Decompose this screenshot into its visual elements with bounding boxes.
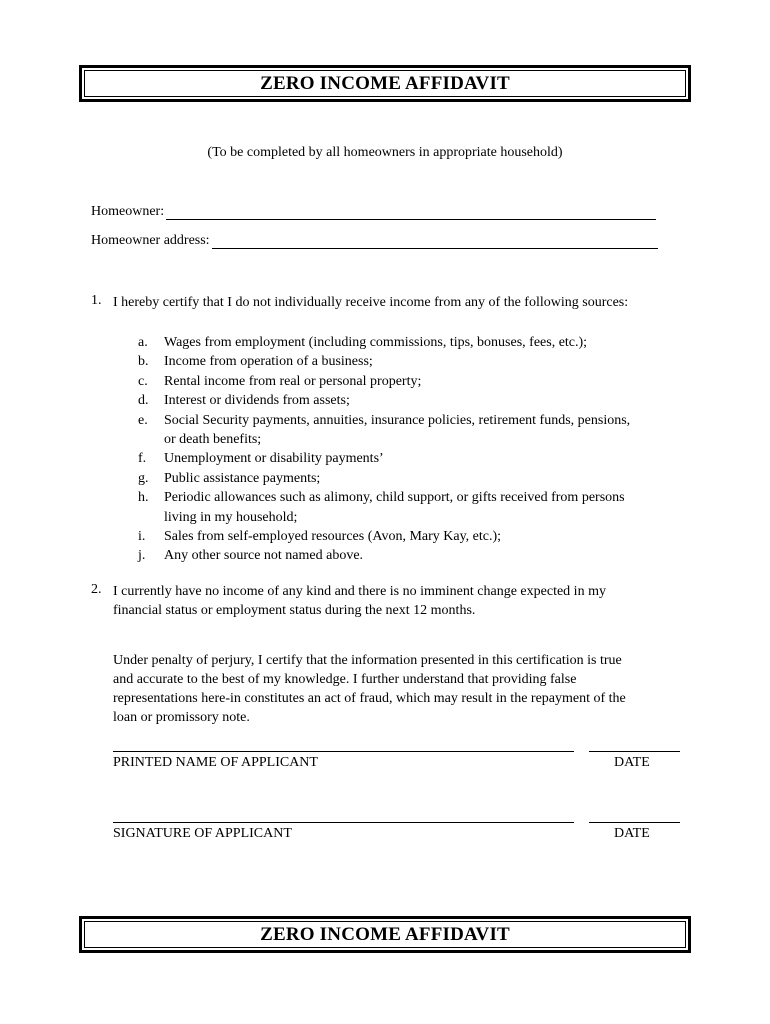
list-item: [138, 449, 630, 468]
list-letter: j.: [138, 548, 146, 564]
penalty-line-3: representations here-in constitutes an act of fraud, which may result in the repayment of the: [113, 691, 626, 706]
list-letter: d.: [138, 393, 149, 409]
date-label-1: DATE: [614, 755, 650, 770]
penalty-line-2: and accurate to the best of my knowledge. I further understand that providing false: [113, 672, 577, 687]
penalty-line-4: loan or promissory note.: [113, 710, 250, 725]
list-text: Social Security payments, annuities, insurance policies, retirement funds, pensions,: [164, 412, 631, 428]
list-text: Public assistance payments;: [164, 470, 321, 486]
item-1-text: I hereby certify that I do not individually receive income from any of the following sources:: [113, 295, 629, 310]
list-item: [138, 527, 630, 546]
list-item: [138, 333, 630, 352]
list-item: [138, 352, 630, 371]
list-item: [138, 488, 630, 507]
printed-name-label: PRINTED NAME OF APPLICANT: [113, 755, 318, 770]
subtitle: (To be completed by all homeowners in appropriate household): [207, 145, 563, 160]
homeowner-field-row: [91, 204, 656, 220]
list-text: Sales from self-employed resources (Avon, Mary Kay, etc.);: [164, 529, 502, 545]
penalty-line-1: Under penalty of perjury, I certify that the information presented in this certification is true: [113, 653, 622, 668]
date-input-1[interactable]: [589, 751, 680, 752]
list-text: Any other source not named above.: [164, 548, 364, 564]
list-text: Periodic allowances such as alimony, child support, or gifts received from persons: [164, 490, 625, 506]
list-item: [138, 469, 630, 488]
list-letter: e.: [138, 412, 148, 428]
title-footer: [79, 916, 691, 953]
signature-label: SIGNATURE OF APPLICANT: [113, 826, 292, 841]
page-title-repeat: ZERO INCOME AFFIDAVIT: [260, 923, 510, 945]
address-label: Homeowner address:: [91, 233, 210, 248]
signature-input[interactable]: [113, 822, 574, 823]
list-letter: b.: [138, 354, 149, 370]
list-letter: f.: [138, 451, 147, 467]
page-title: ZERO INCOME AFFIDAVIT: [260, 72, 510, 94]
list-letter: h.: [138, 490, 149, 506]
list-text: Rental income from real or personal property;: [164, 373, 422, 389]
item-2-line-1: I currently have no income of any kind and there is no imminent change expected in my: [113, 584, 606, 599]
income-sources-list: [138, 333, 630, 566]
list-letter: i.: [138, 529, 146, 545]
list-text: or death benefits;: [164, 432, 262, 448]
list-text: Interest or dividends from assets;: [164, 393, 350, 409]
date-input-2[interactable]: [589, 822, 680, 823]
date-label-2: DATE: [614, 826, 650, 841]
list-letter: c.: [138, 373, 148, 389]
list-text: Wages from employment (including commissions, tips, bonuses, fees, etc.);: [164, 335, 588, 350]
address-input[interactable]: [212, 236, 658, 249]
list-item: [138, 372, 630, 391]
list-text: Income from operation of a business;: [164, 354, 373, 370]
item-1-number: 1.: [91, 293, 102, 308]
list-text: Unemployment or disability payments’: [164, 451, 384, 467]
list-item: [138, 546, 630, 565]
list-item-continuation: [138, 430, 630, 449]
list-letter: a.: [138, 335, 148, 350]
title-header: [79, 65, 691, 102]
list-item: [138, 391, 630, 410]
list-text: living in my household;: [164, 509, 298, 525]
list-item-continuation: [138, 508, 630, 527]
homeowner-input[interactable]: [166, 207, 656, 220]
item-2-line-2: financial status or employment status during the next 12 months.: [113, 603, 476, 618]
address-field-row: [91, 233, 658, 249]
printed-name-input[interactable]: [113, 751, 574, 752]
list-letter: g.: [138, 470, 149, 486]
list-item: [138, 411, 630, 430]
homeowner-label: Homeowner:: [91, 204, 165, 219]
item-2-number: 2.: [91, 582, 102, 597]
